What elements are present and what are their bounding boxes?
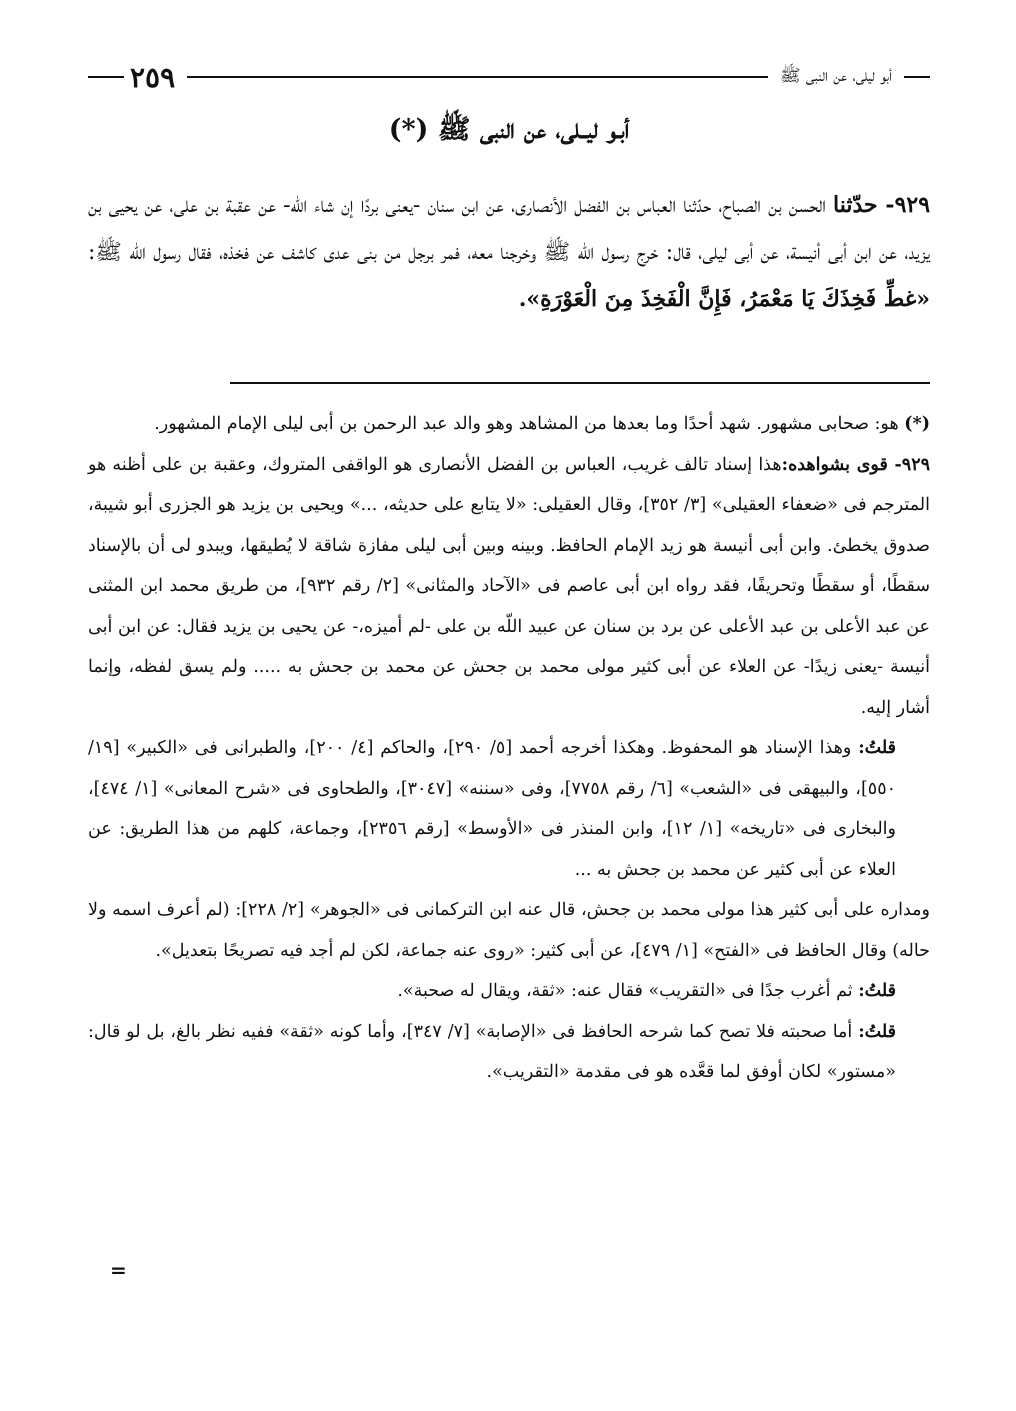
footnote-biography [88, 404, 930, 445]
footnote-comment [88, 728, 930, 890]
footnote-label: ٩٢٩- قوى بشواهده: [781, 454, 930, 475]
footnote-label: قلتُ: [858, 738, 896, 758]
continuation-mark: = [110, 1258, 127, 1282]
footnote-label: قلتُ: [858, 981, 896, 1001]
footnote-text: هذا إسناد تالف غريب، العباس بن الفضل الأنصارى هو الواقفى المتروك، وعقبة بن على أظنه هو المترجم فى «ضعفاء العقيلى» [٣/ ٣٥٢]، وقال العقيلى: «لا يتابع على حديثه، ...» ويحيى بن يزيد هو الجزرى أبو شيبة، صدوق يخطئ. وابن أبى أنيسة هو زيد الإمام الحافظ. وبينه وبين أبى ليلى مفازة شاقة لا يُطيقها، ويبدو لى أن بالإسناد سقطًا، أو سقطًا وتحريفًا، فقد رواه ابن أبى عاصم فى «الآحاد والمثانى» [٢/ رقم ٩٣٢]، من طريق محمد ابن المثنى عن عبد الأعلى بن عبد الأعلى عن برد بن سنان عن عبيد اللّه بن على -لم أميزه،- عن يحيى بن يزيد فقال: عن ابن أبى أنيسة -يعنى زيدًا- عن العلاء عن أبى كثير مولى محمد بن جحش عن محمد بن جحش به ..... ولم يسق لفظه، وإنما أشار إليه. [88, 454, 930, 718]
footnote-comment [88, 1012, 930, 1093]
header-dash [88, 76, 124, 78]
separator-rule [230, 382, 930, 384]
footnote-comment [88, 890, 930, 971]
running-title: أبو ليلى، عن النبى ﷺ [779, 65, 892, 86]
footnote-comment [88, 971, 930, 1012]
footnote-text: أما صحبته فلا تصح كما شرحه الحافظ فى «الإصابة» [٧/ ٣٤٧]، وأما كونه «ثقة» ففيه نظر بالغ، بل لو قال: «مستور» لكان أوفق لما قعَّده هو فى مقدمة «التقريب». [88, 1021, 896, 1082]
section-title: أبـو ليــلى، عن النبى ﷺ (*) [388, 114, 630, 145]
footnote-label: (*) [904, 414, 930, 434]
footnote-text: هو: صحابى مشهور. شهد أحدًا وما بعدها من المشاهد وهو والد عبد الرحمن بن أبى ليلى الإمام المشهور. [154, 414, 905, 434]
footnotes [88, 404, 930, 1093]
hadith-isnad: الحسن بن الصباح، حدّثنا العباس بن الفضل الأنصارى، عن ابن سنان -يعنى بردًا إن شاء اللّه- عن عقبة بن على، عن يحيى بن يزيد، عن ابن أبى أنيسة، عن أبى ليلى، قال: خرج رسول اللّه ﷺ وخرجنا معه، فمر برجل من بنى عدى كاشف عن فخذه، فقال رسول اللّه ﷺ: [88, 193, 930, 265]
footnote-takhrij [88, 445, 930, 729]
footnote-label: قلتُ: [858, 1021, 896, 1042]
footnote-text: ثم أغرب جدًا فى «التقريب» فقال عنه: «ثقة، ويقال له صحبة». [397, 981, 859, 1001]
running-header [88, 60, 930, 94]
footnote-text: وهذا الإسناد هو المحفوظ. وهكذا أخرجه أحمد [٥/ ٢٩٠]، والحاكم [٤/ ٢٠٠]، والطبرانى فى «الكبير» [١٩/ ٥٥٠]، والبيهقى فى «الشعب» [٦/ رقم ٧٧٥٨]، وفى «سننه» [٣٠٤٧]، والطحاوى فى «شرح المعانى» [١/ ٤٧٤]، والبخارى فى «تاريخه» [١/ ١٢]، وابن المنذر فى «الأوسط» [رقم ٢٣٥٦]، وجماعة، كلهم من هذا الطريق: عن العلاء عن أبى كثير عن محمد بن جحش به ... [88, 738, 896, 880]
hadith-text [88, 182, 930, 323]
hadith-number: ٩٢٩- حدّثنا [833, 192, 931, 218]
header-dash [904, 76, 930, 78]
page-number: ٢٥٩ [130, 60, 176, 94]
hadith-quote: «غطِّ فَخِذَكَ يَا مَعْمَرُ، فَإِنَّ الْفَخِذَ مِنَ الْعَوْرَةِ». [518, 286, 930, 312]
footnote-text: ومداره على أبى كثير هذا مولى محمد بن جحش، قال عنه ابن التركمانى فى «الجوهر» [٢/ ٢٢٨]: (لم أعرف اسمه ولا حاله) وقال الحافظ فى «الفتح» [١/ ٤٧٩]، عن أبى كثير: «روى عنه جماعة، لكن لم أجد فيه تصريحًا بتعديل». [88, 900, 930, 961]
header-rule [187, 76, 768, 78]
